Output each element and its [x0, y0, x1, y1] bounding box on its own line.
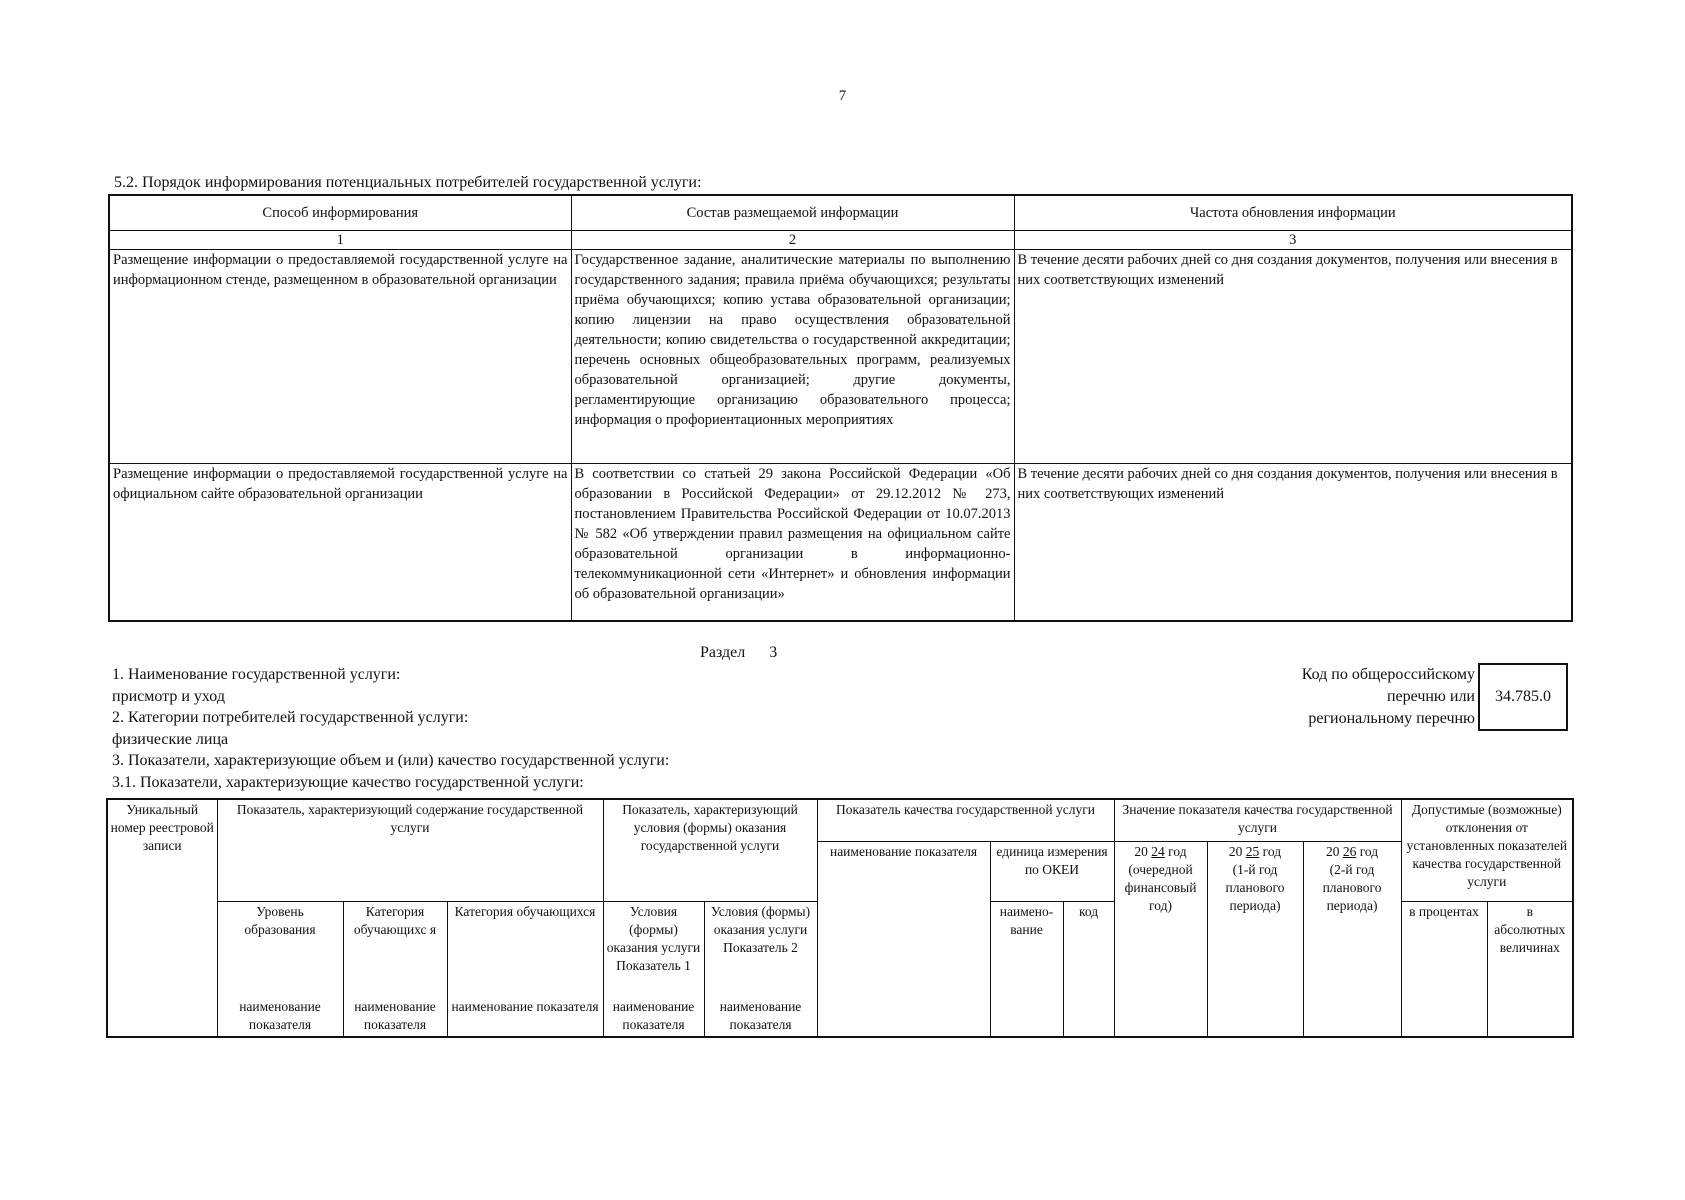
hdr-condition-1: Условия (формы) оказания услуги Показатель 1 — [603, 901, 704, 997]
code-label — [1302, 664, 1475, 730]
information-table — [108, 194, 1573, 622]
table-row — [109, 250, 1572, 464]
year-word: год — [1262, 843, 1282, 859]
hdr-year-3 — [1303, 841, 1401, 1037]
registry-code-box: 34.785.0 — [1478, 663, 1568, 731]
hdr-dev-absolute: в абсолютных величинах — [1487, 901, 1573, 1037]
year-note: (очередной финансовый год) — [1124, 861, 1197, 913]
year-prefix: 20 — [1228, 843, 1243, 859]
hdr-category-1: Категория обучающихс я — [343, 901, 447, 997]
hdr-unique-number: Уникальный номер реестровой записи — [107, 799, 217, 1037]
code-label-line: Код по общероссийскому — [1301, 666, 1475, 683]
cell-content: Государственное задание, аналитические материалы по выполнению государственного задания; правила приёма обучающихся; результаты приёма обучающихся; копию устава образовательной организации; копию лицензии на право осуществления образовательной деятельности; копию свидетельства о государственной аккредитации; перечень основных общеобразовательных программ, реализуемых образовательной организацией; другие документы, регламентирующие организацию образовательного процесса; информация о профориентационных мероприятиях — [571, 250, 1014, 464]
col-header-method: Способ информирования — [109, 195, 571, 231]
hdr-name-of-indicator: наименование показателя — [447, 997, 603, 1037]
section-title-number: 3 — [769, 644, 778, 661]
hdr-dev-percent: в процентах — [1401, 901, 1487, 1037]
year-value: 25 — [1245, 843, 1260, 859]
cell-method: Размещение информации о предоставляемой государственной услуге на информационном стенде, размещенном в образовательной организации — [109, 250, 571, 464]
consumers-value: физические лица — [112, 730, 229, 748]
hdr-value-group: Значение показателя качества государственной услуги — [1114, 799, 1401, 841]
section-title — [700, 642, 777, 664]
quality-indicators-table — [106, 798, 1574, 1038]
cell-method: Размещение информации о предоставляемой государственной услуге на официальном сайте образовательной организации — [109, 464, 571, 621]
hdr-content-group: Показатель, характеризующий содержание государственной услуги — [217, 799, 603, 901]
hdr-unit-okei: единица измерения по ОКЕИ — [990, 841, 1114, 901]
year-prefix: 20 — [1134, 843, 1148, 859]
service-name-label: 1. Наименование государственной услуги: — [112, 666, 401, 683]
year-prefix: 20 — [1325, 843, 1340, 859]
cell-frequency: В течение десяти рабочих дней со дня создания документов, получения или внесения в них соответствующих изменений — [1014, 250, 1572, 464]
year-value: 26 — [1342, 843, 1357, 859]
service-name-value: присмотр и уход — [112, 687, 225, 705]
code-label-line: региональному перечню — [1308, 710, 1475, 727]
quality-label: 3.1. Показатели, характеризующие качество государственной услуги: — [112, 773, 584, 791]
hdr-year-1 — [1114, 841, 1207, 1037]
year-note: (2-й год планового периода) — [1322, 861, 1382, 913]
hdr-deviation-group: Допустимые (возможные) отклонения от установленных показателей качества государственной услуги — [1401, 799, 1573, 901]
col-number: 2 — [571, 231, 1014, 250]
hdr-quality-group: Показатель качества государственной услуги — [817, 799, 1114, 841]
year-value: 24 — [1151, 843, 1165, 859]
cell-frequency: В течение десяти рабочих дней со дня создания документов, получения или внесения в них соответствующих изменений — [1014, 464, 1572, 621]
col-header-content: Состав размещаемой информации — [571, 195, 1014, 231]
cell-content: В соответствии со статьей 29 закона Российской Федерации «Об образовании в Российской Федерации» от 29.12.2012 № 273, постановлением Правительства Российской Федерации от 10.07.2013 № 582 «Об утверждении правил размещения на официальном сайте образовательной организации в информационно-телекоммуникационной сети «Интернет» и обновления информации об образовательной организации» — [571, 464, 1014, 621]
hdr-indicator-name: наименование показателя — [817, 841, 990, 1037]
col-header-frequency: Частота обновления информации — [1014, 195, 1572, 231]
hdr-education-level: Уровень образования — [217, 901, 343, 997]
hdr-condition-2: Условия (формы) оказания услуги Показатель 2 — [704, 901, 817, 997]
page-number: 7 — [838, 88, 847, 104]
hdr-year-2 — [1207, 841, 1303, 1037]
section-3-fields — [112, 664, 669, 793]
hdr-name-of-indicator: наименование показателя — [217, 997, 343, 1037]
hdr-category-2: Категория обучающихся — [447, 901, 603, 997]
col-number: 3 — [1014, 231, 1572, 250]
indicators-label: 3. Показатели, характеризующие объем и (или) качество государственной услуги: — [112, 752, 670, 769]
hdr-conditions-group: Показатель, характеризующий условия (формы) оказания государственной услуги — [603, 799, 817, 901]
year-word: год — [1168, 843, 1187, 859]
hdr-name-of-indicator: наименование показателя — [704, 997, 817, 1037]
col-number: 1 — [109, 231, 571, 250]
year-note: (1-й год планового периода) — [1225, 861, 1285, 913]
year-word: год — [1359, 843, 1379, 859]
hdr-name-of-indicator: наименование показателя — [603, 997, 704, 1037]
code-label-line: перечню или — [1386, 688, 1475, 705]
table-row — [109, 464, 1572, 621]
section-title-word: Раздел — [700, 644, 746, 661]
consumers-label: 2. Категории потребителей государственной услуги: — [112, 709, 469, 726]
hdr-unit-name: наимено-вание — [990, 901, 1063, 1037]
hdr-name-of-indicator: наименование показателя — [343, 997, 447, 1037]
hdr-unit-code: код — [1063, 901, 1114, 1037]
section-5-2-heading: 5.2. Порядок информирования потенциальных потребителей государственной услуги: — [114, 174, 702, 191]
